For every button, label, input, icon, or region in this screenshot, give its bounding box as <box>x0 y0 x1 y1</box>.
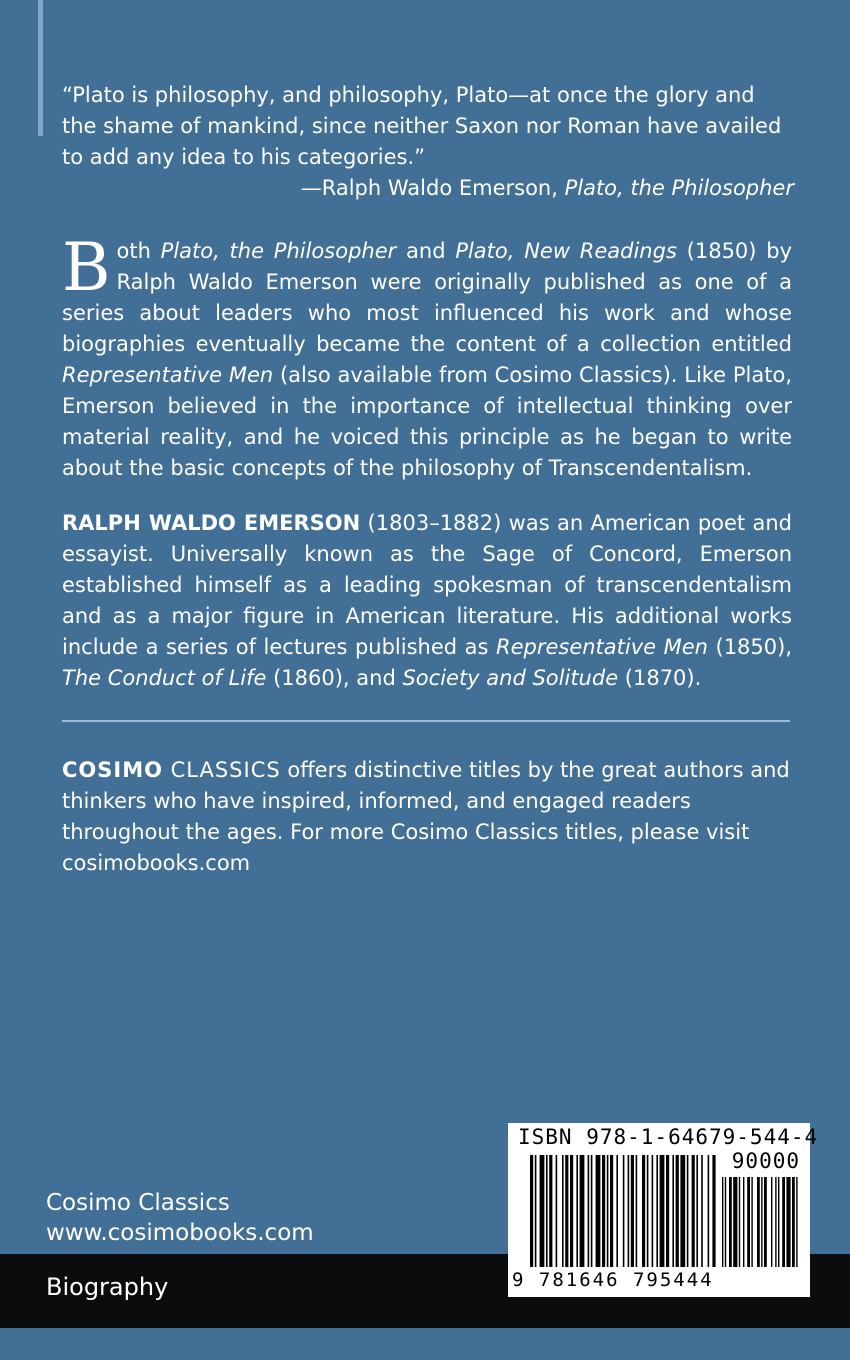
isbn-barcode <box>508 1123 819 1297</box>
imprint-name: Cosimo Classics <box>46 1190 230 1216</box>
bio-text-1: (1803–1882) was an American poet and essayist. Universally known as the Sage of Concord, Emerson established himself as a leading spokesman of transcendentalism and as a major figure in American literature. His additional works include a series of lectures published as <box>62 511 793 659</box>
description-text-3: (1850) by Ralph Waldo Emerson were originally published as one of a series about leaders who most influenced his work and whose biographies eventually became the content of a collection entitled <box>62 239 793 356</box>
footer-imprint <box>46 1188 314 1248</box>
publisher-paragraph <box>62 755 792 879</box>
quote-text: “Plato is philosophy, and philosophy, Plato—at once the glory and the shame of mankind, since neither Saxon nor Roman have availed to add any idea to his categories.” <box>62 83 782 169</box>
bio-paragraph <box>62 508 792 694</box>
brand-bold: COSIMO <box>62 758 163 782</box>
description-title-3: Representative Men <box>62 363 274 387</box>
description-title-2: Plato, New Readings <box>455 239 677 263</box>
author-bio <box>62 508 792 694</box>
bio-text-3: (1860), and <box>266 666 403 690</box>
description-text-1: oth <box>116 239 161 263</box>
category-label: Biography <box>46 1273 169 1301</box>
book-description <box>62 229 793 484</box>
description-text-4: (also available from Cosimo Classics). Like Plato, Emerson believed in the importance of intellectual thinking over material reality, and he voiced this principle as he began to write about the basic concepts of the philosophy of Transcendentalism. <box>62 363 793 480</box>
bio-text-4: (1870). <box>618 666 702 690</box>
epigraph-quote <box>62 80 794 204</box>
description-text-2: and <box>396 239 456 263</box>
section-divider <box>62 720 790 722</box>
attribution-title: Plato, the Philosopher <box>564 176 794 200</box>
price-code: 90000 <box>731 1149 800 1173</box>
author-name: RALPH WALDO EMERSON <box>62 511 361 535</box>
quote-attribution <box>62 173 794 204</box>
bio-work-3: Society and Solitude <box>402 666 619 690</box>
attribution-prefix: —Ralph Waldo Emerson, <box>300 176 565 200</box>
publisher-text: offers distinctive titles by the great authors and thinkers who have inspired, informed, and engaged readers throughout the ages. For more Cosimo Classics titles, please visit cosimobooks.com <box>62 758 790 875</box>
drop-cap: B <box>62 229 111 306</box>
bio-work-1: Representative Men <box>495 635 708 659</box>
publisher-blurb <box>62 755 792 879</box>
isbn-text: ISBN 978-1-64679-544-4 <box>518 1125 819 1149</box>
bio-work-2: The Conduct of Life <box>62 666 267 690</box>
ean-digits: 9 781646 795444 <box>512 1269 714 1291</box>
bio-text-2: (1850), <box>707 635 793 659</box>
description-paragraph <box>62 229 793 484</box>
imprint-website: www.cosimobooks.com <box>46 1220 314 1246</box>
accent-bar <box>38 0 43 136</box>
brand-light: CLASSICS <box>162 758 281 782</box>
description-title-1: Plato, the Philosopher <box>160 239 397 263</box>
